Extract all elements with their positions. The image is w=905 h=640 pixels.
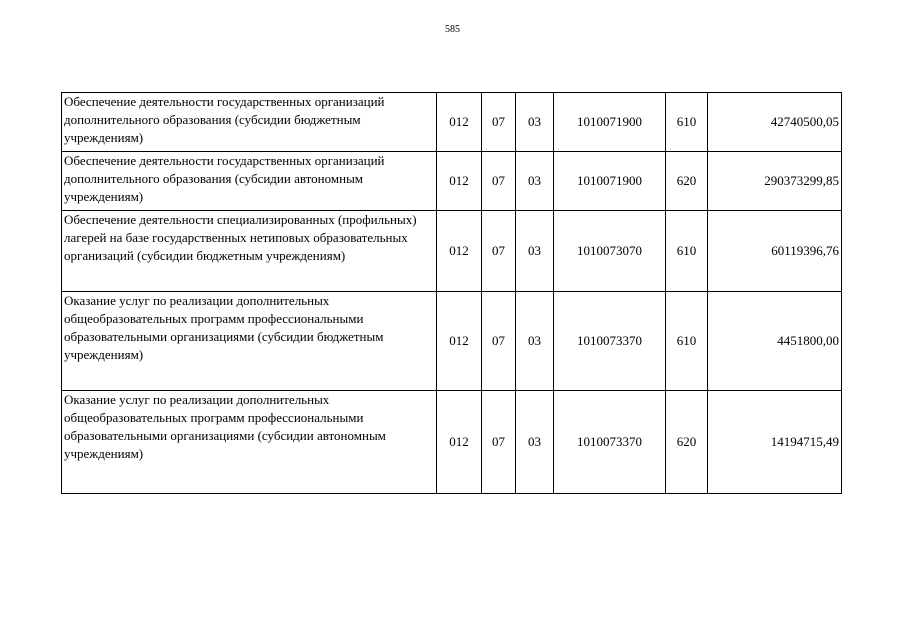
item-name: Обеспечение деятельности специализированных (профильных) лагерей на базе государственных нетиповых образовательных организаций (субсидии бюджетным учреждениям) (62, 211, 437, 292)
budget-table (61, 92, 842, 494)
section-code: 07 (482, 292, 516, 391)
item-name: Оказание услуг по реализации дополнительных общеобразовательных программ профессиональными образовательными организациями (субсидии автономным учреждениям) (62, 391, 437, 494)
target-article-code: 1010071900 (554, 152, 666, 211)
target-article-code: 1010071900 (554, 93, 666, 152)
table-row (62, 391, 842, 494)
subsection-code: 03 (516, 211, 554, 292)
ministry-code: 012 (437, 211, 482, 292)
item-name: Обеспечение деятельности государственных организаций дополнительного образования (субсидии автономным учреждениям) (62, 152, 437, 211)
amount: 4451800,00 (708, 292, 842, 391)
ministry-code: 012 (437, 93, 482, 152)
expense-type-code: 620 (666, 391, 708, 494)
amount: 60119396,76 (708, 211, 842, 292)
amount: 14194715,49 (708, 391, 842, 494)
expense-type-code: 620 (666, 152, 708, 211)
subsection-code: 03 (516, 93, 554, 152)
table-row (62, 152, 842, 211)
page-number: 585 (445, 24, 460, 35)
target-article-code: 1010073070 (554, 211, 666, 292)
ministry-code: 012 (437, 292, 482, 391)
item-name: Оказание услуг по реализации дополнительных общеобразовательных программ профессиональными образовательными организациями (субсидии бюджетным учреждениям) (62, 292, 437, 391)
table-row (62, 211, 842, 292)
amount: 42740500,05 (708, 93, 842, 152)
target-article-code: 1010073370 (554, 292, 666, 391)
target-article-code: 1010073370 (554, 391, 666, 494)
section-code: 07 (482, 93, 516, 152)
section-code: 07 (482, 211, 516, 292)
ministry-code: 012 (437, 391, 482, 494)
expense-type-code: 610 (666, 93, 708, 152)
subsection-code: 03 (516, 391, 554, 494)
section-code: 07 (482, 152, 516, 211)
expense-type-code: 610 (666, 292, 708, 391)
amount: 290373299,85 (708, 152, 842, 211)
ministry-code: 012 (437, 152, 482, 211)
section-code: 07 (482, 391, 516, 494)
subsection-code: 03 (516, 292, 554, 391)
item-name: Обеспечение деятельности государственных организаций дополнительного образования (субсидии бюджетным учреждениям) (62, 93, 437, 152)
table-row (62, 93, 842, 152)
subsection-code: 03 (516, 152, 554, 211)
expense-type-code: 610 (666, 211, 708, 292)
table-row (62, 292, 842, 391)
